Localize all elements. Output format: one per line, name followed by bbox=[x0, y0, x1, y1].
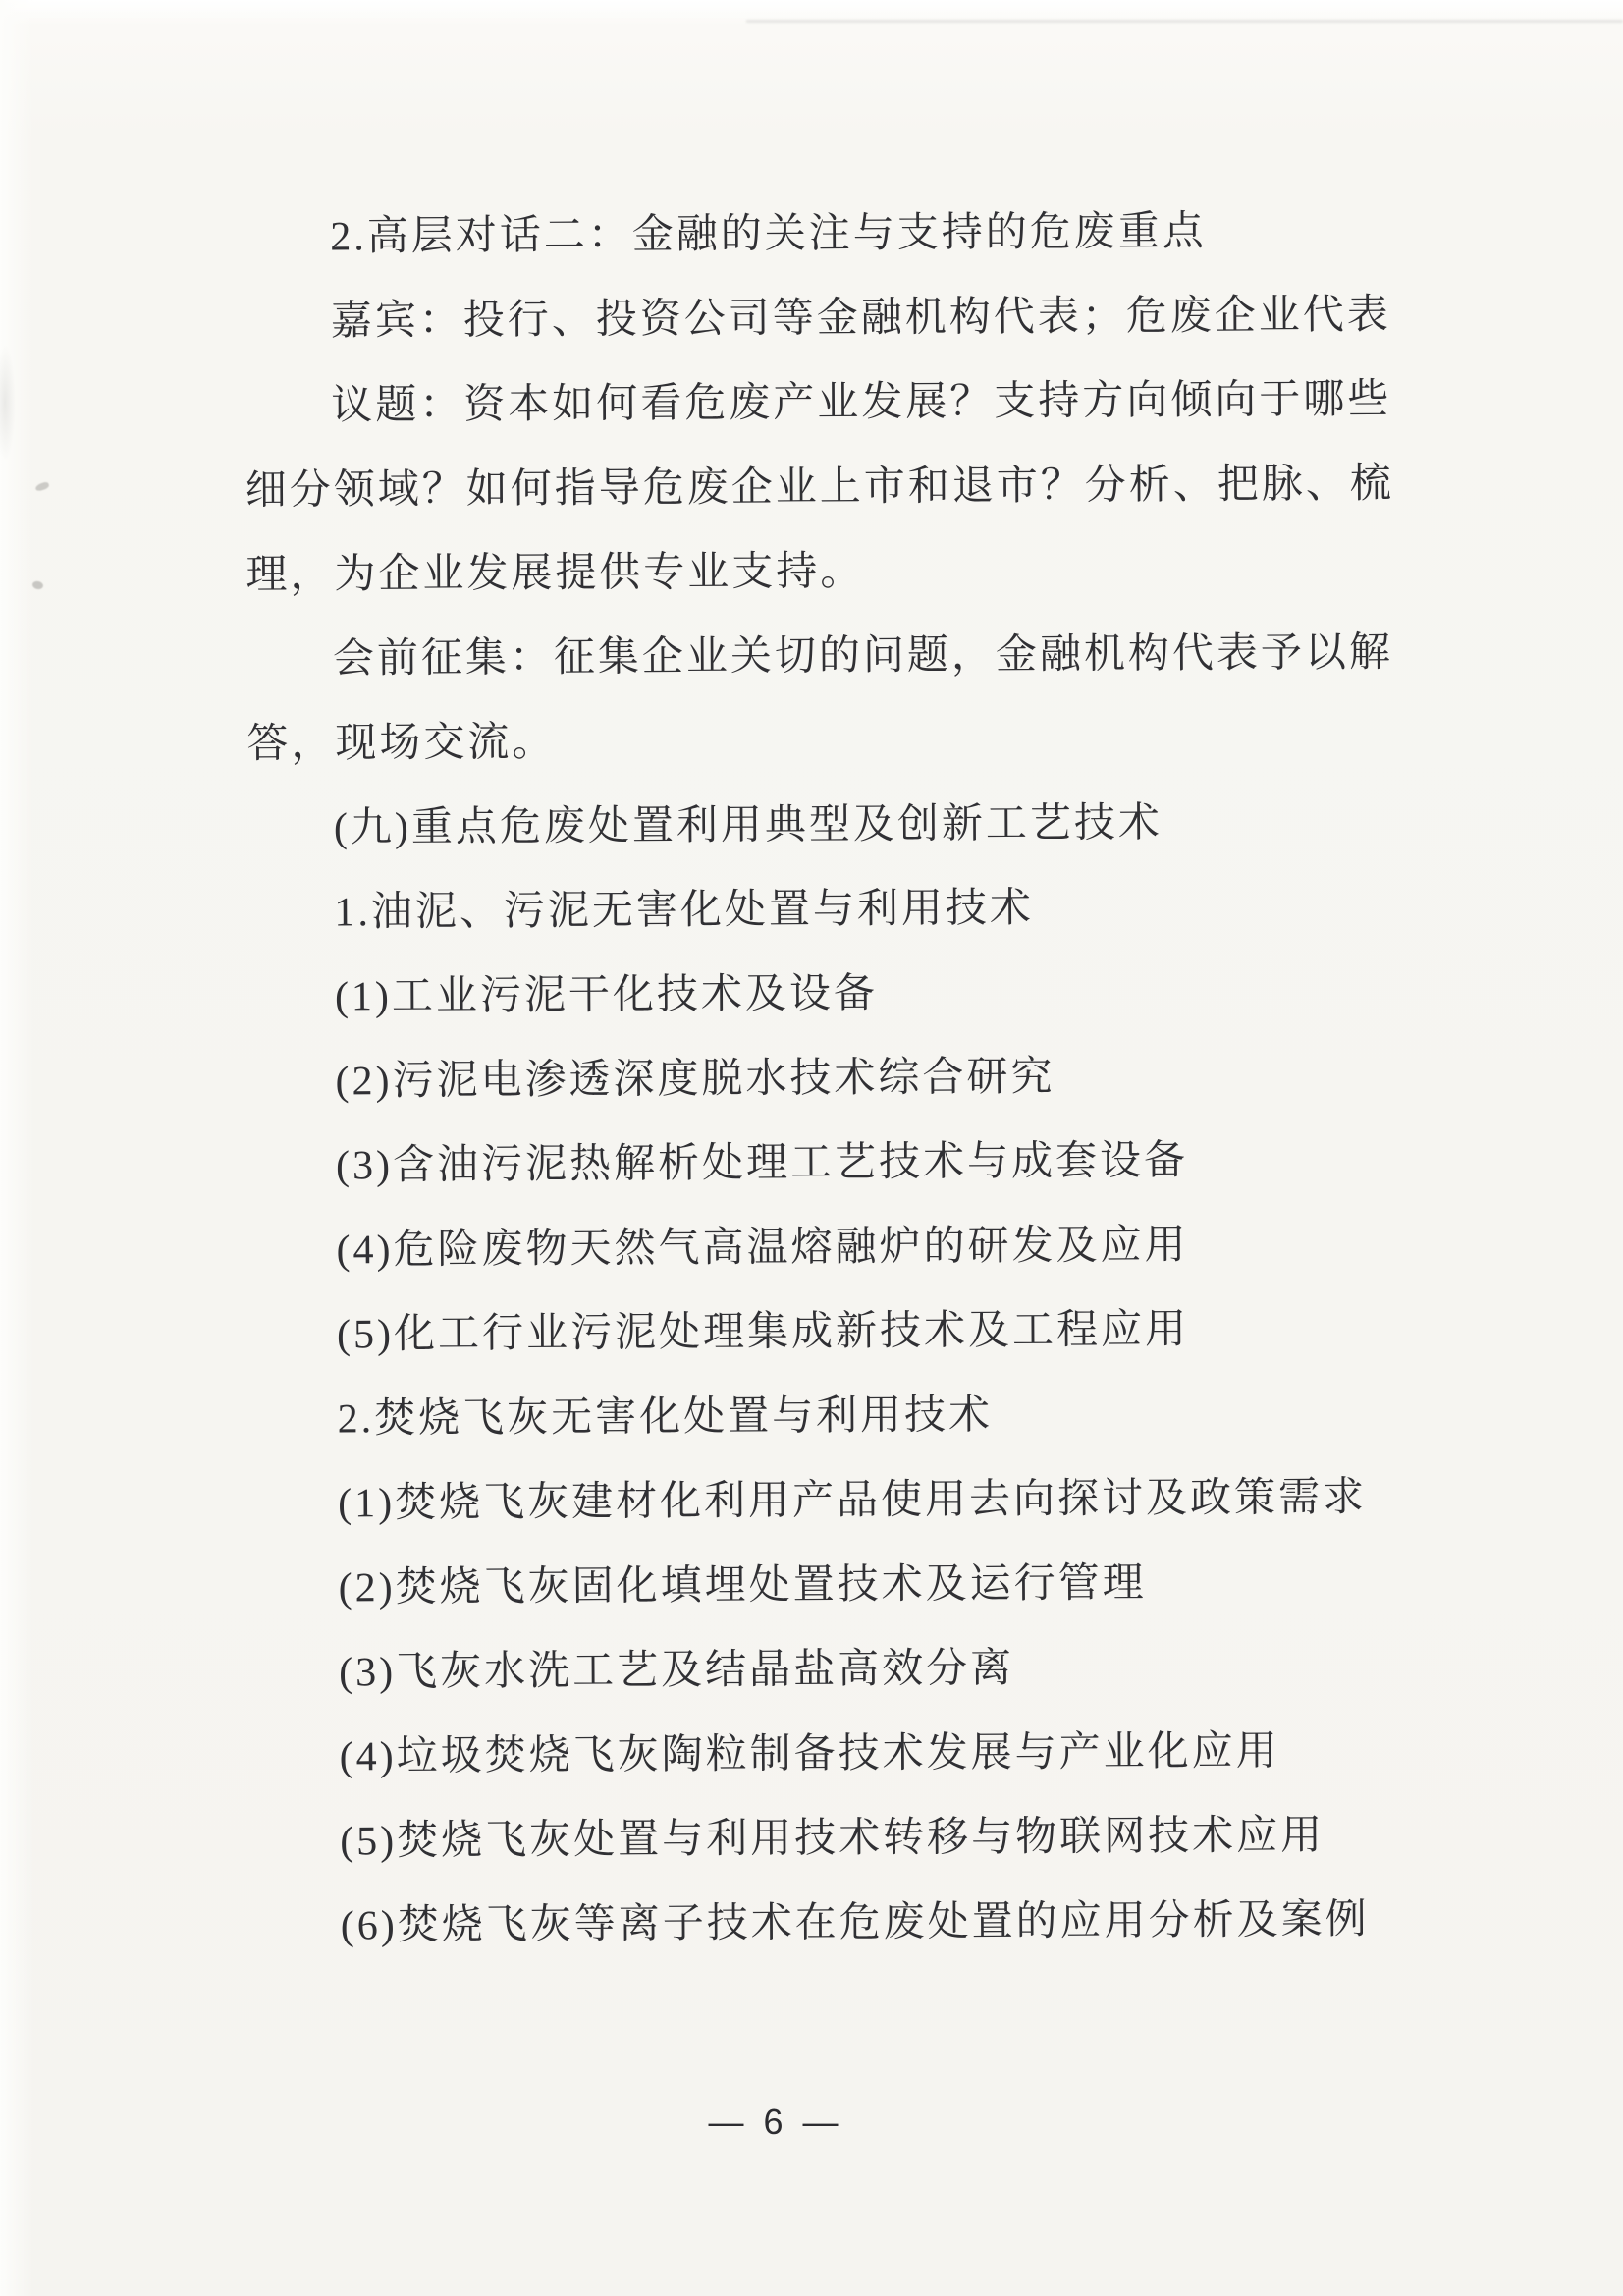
document-line: (2)焚烧飞灰固化填埋处置技术及运行管理 bbox=[338, 1560, 1147, 1612]
document-line: 2.高层对话二：金融的关注与支持的危废重点 bbox=[330, 209, 1207, 260]
page-number: — 6 — bbox=[708, 2102, 843, 2142]
document-body bbox=[243, 188, 1531, 1969]
document-line: 理，为企业发展提供专业支持。 bbox=[245, 549, 865, 598]
document-line: (九)重点危废处置利用典型及创新工艺技术 bbox=[333, 800, 1163, 851]
scan-artifact bbox=[0, 344, 16, 462]
document-line: 答，现场交流。 bbox=[246, 720, 557, 767]
document-line: (4)垃圾焚烧飞灰陶粒制备技术发展与产业化应用 bbox=[339, 1728, 1280, 1780]
document-line: (6)焚烧飞灰等离子技术在危废处置的应用分析及案例 bbox=[340, 1897, 1370, 1949]
document-line: (2)污泥电渗透深度脱水技术综合研究 bbox=[335, 1054, 1055, 1105]
scan-edge-shadow bbox=[746, 20, 1623, 23]
document-line: 细分领域？如何指导危废企业上市和退市？分析、把脉、梳 bbox=[244, 461, 1394, 514]
document-line: 议题：资本如何看危废产业发展？支持方向倾向于哪些 bbox=[331, 376, 1392, 429]
document-line: (5)焚烧飞灰处置与利用技术转移与物联网技术应用 bbox=[340, 1813, 1325, 1865]
document-line: (5)化工行业污泥处理集成新技术及工程应用 bbox=[336, 1307, 1190, 1358]
document-line: (1)工业污泥干化技术及设备 bbox=[334, 971, 879, 1020]
document-line: 1.油泥、污泥无害化处置与利用技术 bbox=[334, 886, 1035, 936]
document-line: 2.焚烧飞灰无害化处置与利用技术 bbox=[337, 1393, 994, 1443]
document-line: (1)焚烧飞灰建材化利用产品使用去向探讨及政策需求 bbox=[338, 1475, 1368, 1527]
scan-artifact bbox=[34, 481, 49, 492]
document-line: 嘉宾：投行、投资公司等金融机构代表；危废企业代表 bbox=[330, 292, 1391, 345]
scan-artifact bbox=[31, 580, 43, 590]
document-line: 会前征集：征集企业关切的问题，金融机构代表予以解 bbox=[332, 629, 1394, 683]
document-line: (3)飞灰水洗工艺及结晶盐高效分离 bbox=[339, 1646, 1015, 1696]
document-line: (3)含油污泥热解析处理工艺技术与成套设备 bbox=[335, 1138, 1189, 1189]
document-line: (4)危险废物天然气高温熔融炉的研发及应用 bbox=[336, 1223, 1189, 1274]
